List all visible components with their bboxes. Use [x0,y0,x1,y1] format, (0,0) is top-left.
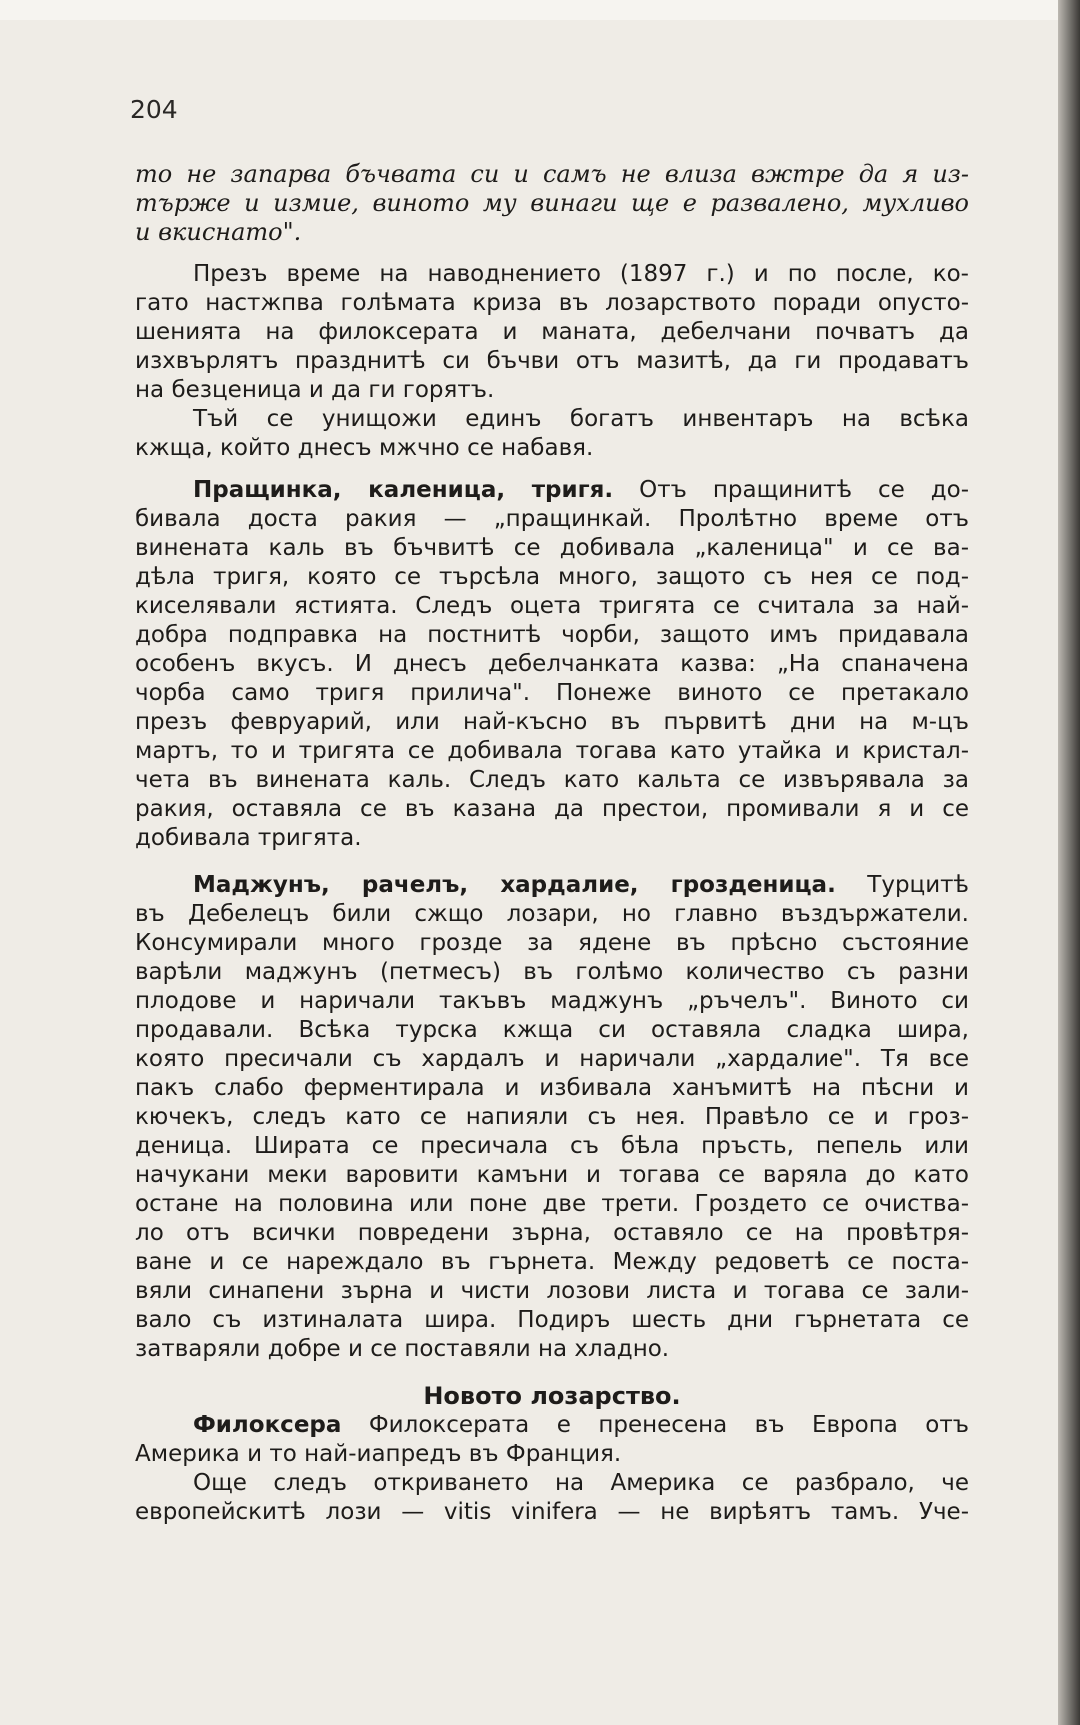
paragraph-line: дѣла тригя, която се търсѣла много, защото съ нея се под- [135,564,969,590]
chapter-heading: Новото лозарство. [423,1382,681,1410]
paragraph-line: киселявали ястията. Следъ оцета тригята се считала за най- [135,593,969,619]
page-number: 204 [130,95,178,124]
paragraph-line: Още следъ откриването на Америка се разбрало, че [193,1470,969,1496]
section-heading-rest: Отъ пращинитѣ се до- [639,477,970,503]
section-heading-line [135,1411,969,1440]
paragraph-line: продавали. Всѣка турска кжща си оставяла сладка шира, [135,1017,969,1043]
paragraph-line: кючекъ, следъ като се напияли съ нея. Правѣло се и гроз- [135,1104,969,1130]
paragraph-line: шенията на филоксерата и маната, дебелчани почватъ да [135,319,969,345]
section-heading-line [135,871,969,900]
paragraph-line: Презъ време на наводнението (1897 г.) и по после, ко- [193,261,969,287]
quote-line: то не запарва бъчвата си и самъ не влиза вжтре да я из- [135,160,969,188]
paragraph-line: чета въ винената каль. Следъ като кальта се извърявала за [135,767,969,793]
section-heading-madzhun: Маджунъ, рачелъ, хардалие, грозденица. [193,872,836,898]
quote-line: търже и измие, виното му винаги ще е развалено, мухливо [135,189,969,217]
paragraph-line: ло отъ всички повредени зърна, оставяло се на провѣтря- [135,1220,969,1246]
paragraph-line: гато настжпва голѣмата криза въ лозарството поради опусто- [135,290,969,316]
paragraph-line: въ Дебелецъ били сжщо лозари, но главно въздържатели. [135,901,969,927]
paragraph-line: пакъ слабо ферментирала и избивала ханъмитѣ на пѣсни и [135,1075,969,1101]
paragraph-line: затваряли добре и се поставяли на хладно. [135,1336,670,1362]
paragraph-line: европейскитѣ лози — vitis vinifera — не вирѣятъ тамъ. Уче- [135,1499,969,1525]
paragraph-line: остане на половина или поне две трети. Гроздето се очиства- [135,1191,969,1217]
paragraph-line: ване и се нареждало въ гърнета. Между редоветѣ се поста- [135,1249,969,1275]
paragraph-line: Америка и то най-иапредъ въ Франция. [135,1441,622,1467]
paragraph-line: ракия, оставяла се въ казана да престои, промивали я и се [135,796,969,822]
paragraph-line: кжща, който днесъ мжчно се набавя. [135,435,594,461]
paragraph-line: мартъ, то и тригята се добивала тогава като утайка и кристал- [135,738,969,764]
paragraph-line: която пресичали съ хардалъ и наричали „хардалие". Тя все [135,1046,969,1072]
paragraph-line: плодове и наричали такъвъ маджунъ „ръчелъ". Виното си [135,988,969,1014]
quote-line: и вкиснато". [135,218,302,246]
paragraph-line: чорба само тригя прилича". Понеже виното се претакало [135,680,969,706]
section-heading-line [135,476,969,505]
paragraph-line: Тъй се унищожи единъ богатъ инвентаръ на всѣка [193,406,969,432]
paragraph-line: презъ февруарий, или най-късно въ първитѣ дни на м-цъ [135,709,969,735]
section-heading-rest: Турцитѣ [867,872,970,898]
paragraph-line: изхвърлятъ празднитѣ си бъчви отъ мазитѣ, да ги продаватъ [135,348,969,374]
section-heading-prashtinka: Пращинка, каленица, тригя. [193,477,614,503]
paragraph-line: добивала тригята. [135,825,362,851]
section-heading-rest: Филоксерата е пренесена въ Европа отъ [368,1412,970,1438]
paragraph-line: варѣли маджунъ (петмесъ) въ голѣмо количество съ разни [135,959,969,985]
page-top-margin [0,0,1080,20]
paragraph-line: деница. Ширата се пресичала съ бѣла пръсть, пепель или [135,1133,969,1159]
paragraph-line: вяли синапени зърна и чисти лозови листа и тогава се зали- [135,1278,969,1304]
paragraph-line: особенъ вкусъ. И днесъ дебелчанката казва: „На спаначена [135,651,969,677]
paragraph-line: вало съ изтиналата шира. Подиръ шесть дни гърнетата се [135,1307,969,1333]
body-text [135,160,969,1527]
paragraph-line: начукани меки варовити камъни и тогава се варяла до като [135,1162,969,1188]
paragraph-line: добра подправка на постнитѣ чорби, защото имъ придавала [135,622,969,648]
page-binding-shadow [1058,0,1080,1725]
paragraph-line: на безценица и да ги горятъ. [135,377,495,403]
paragraph-line: Консумирали много грозде за ядене въ прѣсно състояние [135,930,969,956]
paragraph-line: винената каль въ бъчвитѣ се добивала „каленица" и се ва- [135,535,969,561]
section-heading-filoksera: Филоксера [193,1412,342,1438]
paragraph-line: бивала доста ракия — „пращинкай. Пролѣтно време отъ [135,506,969,532]
